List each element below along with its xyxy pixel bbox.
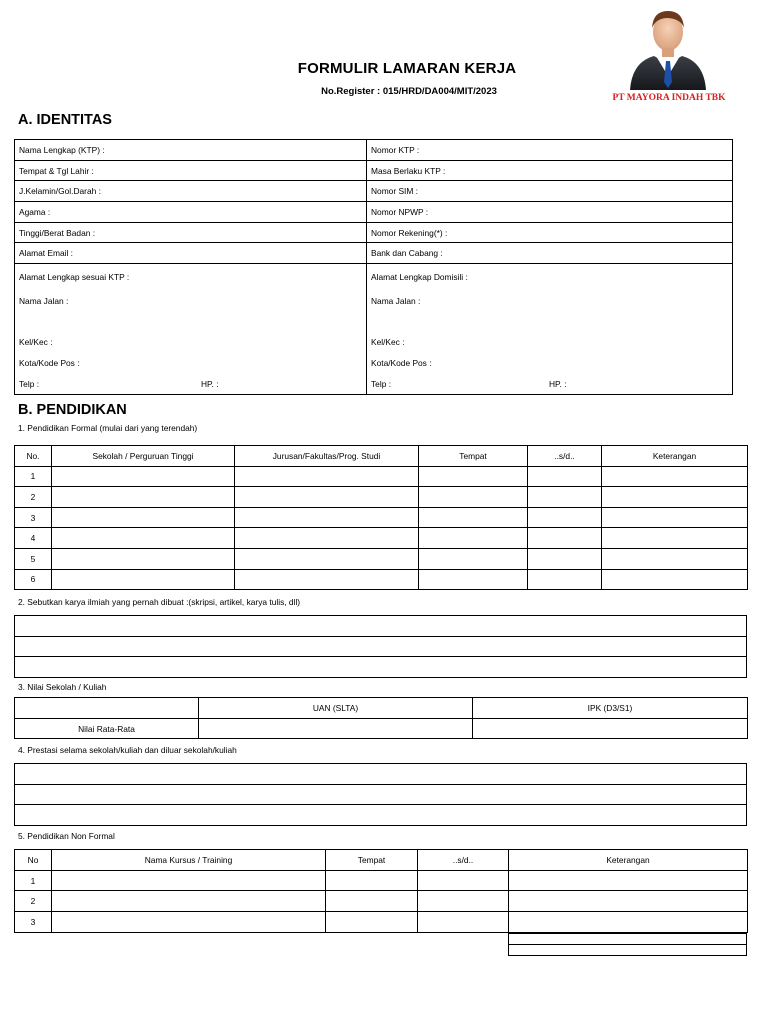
nomor-sim-field[interactable]: Nomor SIM :	[367, 181, 733, 202]
nonformal-education-table	[14, 849, 748, 933]
alamat-domisili-label: Alamat Lengkap Domisili :	[371, 272, 468, 283]
input-cell[interactable]	[52, 891, 326, 912]
input-cell[interactable]	[528, 487, 602, 508]
table-header-row	[15, 446, 748, 467]
karya-ilmiah-label: 2. Sebutkan karya ilmiah yang pernah dibuat :(skripsi, artikel, karya tulis, dll)	[18, 597, 301, 607]
nomor-npwp-field[interactable]: Nomor NPWP :	[367, 202, 733, 223]
input-cell[interactable]	[602, 528, 748, 549]
nilai-rata-rata-label: Nilai Rata-Rata	[15, 718, 199, 739]
input-line[interactable]	[15, 784, 747, 805]
input-cell[interactable]	[235, 548, 419, 569]
table-row	[15, 264, 733, 395]
input-cell[interactable]	[52, 528, 235, 549]
row-number: 3	[15, 912, 52, 933]
businessman-avatar-icon	[626, 4, 710, 90]
column-header: ..s/d..	[528, 446, 602, 467]
input-cell[interactable]	[235, 466, 419, 487]
input-cell[interactable]	[326, 891, 418, 912]
table-row	[15, 569, 748, 590]
kel-kec-label: Kel/Kec :	[371, 337, 405, 348]
nonformal-label: 5. Pendidikan Non Formal	[18, 831, 115, 841]
input-cell[interactable]	[602, 548, 748, 569]
table-row	[15, 636, 747, 657]
alamat-ktp-field[interactable]	[15, 264, 367, 395]
column-header: Nama Kursus / Training	[52, 850, 326, 871]
input-cell[interactable]	[509, 870, 748, 891]
table-row	[15, 912, 748, 933]
telp-label: Telp :	[371, 379, 392, 390]
table-row	[509, 934, 747, 945]
nilai-table	[14, 697, 748, 739]
table-row	[15, 784, 747, 805]
input-cell[interactable]	[52, 912, 326, 933]
input-line[interactable]	[15, 805, 747, 826]
row-number: 5	[15, 548, 52, 569]
input-cell[interactable]	[52, 466, 235, 487]
keterangan-extension-table	[508, 933, 747, 956]
agama-field[interactable]: Agama :	[15, 202, 367, 223]
input-line[interactable]	[15, 657, 747, 678]
input-cell[interactable]	[528, 466, 602, 487]
table-row	[15, 160, 733, 181]
input-line[interactable]	[15, 636, 747, 657]
input-cell[interactable]	[52, 548, 235, 569]
nomor-rekening-field[interactable]: Nomor Rekening(*) :	[367, 222, 733, 243]
row-number: 3	[15, 507, 52, 528]
input-cell[interactable]	[418, 891, 509, 912]
row-number: 4	[15, 528, 52, 549]
table-row	[15, 805, 747, 826]
table-header-row	[15, 850, 748, 871]
column-header	[15, 698, 199, 719]
table-row	[15, 181, 733, 202]
section-heading-identitas: A. IDENTITAS	[18, 112, 112, 128]
column-header: UAN (SLTA)	[199, 698, 473, 719]
column-header: Jurusan/Fakultas/Prog. Studi	[235, 446, 419, 467]
prestasi-label: 4. Prestasi selama sekolah/kuliah dan diluar sekolah/kuliah	[18, 745, 237, 755]
input-cell[interactable]	[528, 507, 602, 528]
tinggi-berat-field[interactable]: Tinggi/Berat Badan :	[15, 222, 367, 243]
telp-label: Telp :	[19, 379, 40, 390]
table-row	[15, 548, 748, 569]
kota-kode-pos-label: Kota/Kode Pos :	[19, 358, 80, 369]
column-header: No.	[15, 446, 52, 467]
input-cell[interactable]	[528, 548, 602, 569]
row-number: 2	[15, 891, 52, 912]
kota-kode-pos-label: Kota/Kode Pos :	[371, 358, 432, 369]
table-row	[15, 466, 748, 487]
uan-input[interactable]	[199, 718, 473, 739]
input-cell[interactable]	[528, 569, 602, 590]
table-row	[15, 222, 733, 243]
bank-cabang-field[interactable]: Bank dan Cabang :	[367, 243, 733, 264]
table-row	[15, 243, 733, 264]
table-row	[15, 657, 747, 678]
input-cell[interactable]	[235, 528, 419, 549]
table-row	[15, 507, 748, 528]
table-row	[15, 140, 733, 161]
ipk-input[interactable]	[473, 718, 748, 739]
input-cell[interactable]	[509, 891, 748, 912]
input-cell[interactable]	[602, 466, 748, 487]
masa-berlaku-ktp-field[interactable]: Masa Berlaku KTP :	[367, 160, 733, 181]
identitas-table	[14, 139, 733, 395]
column-header: IPK (D3/S1)	[473, 698, 748, 719]
input-cell[interactable]	[602, 569, 748, 590]
section-heading-pendidikan: B. PENDIDIKAN	[18, 402, 127, 418]
tempat-tgl-lahir-field[interactable]: Tempat & Tgl Lahir :	[15, 160, 367, 181]
input-cell[interactable]	[52, 487, 235, 508]
nama-jalan-label: Nama Jalan :	[371, 296, 421, 307]
input-cell[interactable]	[419, 466, 528, 487]
input-line[interactable]	[509, 945, 747, 956]
row-number: 1	[15, 466, 52, 487]
nama-lengkap-field[interactable]: Nama Lengkap (KTP) :	[15, 140, 367, 161]
column-header: Tempat	[419, 446, 528, 467]
hp-label: HP. :	[201, 379, 219, 390]
table-row	[509, 945, 747, 956]
input-cell[interactable]	[235, 569, 419, 590]
column-header: Tempat	[326, 850, 418, 871]
nama-jalan-label: Nama Jalan :	[19, 296, 69, 307]
column-header: Keterangan	[602, 446, 748, 467]
input-cell[interactable]	[52, 569, 235, 590]
column-header: Sekolah / Perguruan Tinggi	[52, 446, 235, 467]
input-cell[interactable]	[52, 870, 326, 891]
input-cell[interactable]	[326, 870, 418, 891]
column-header: ..s/d..	[418, 850, 509, 871]
register-number: No.Register : 015/HRD/DA004/MIT/2023	[321, 86, 497, 97]
input-cell[interactable]	[419, 569, 528, 590]
nomor-ktp-field[interactable]: Nomor KTP :	[367, 140, 733, 161]
form-title: FORMULIR LAMARAN KERJA	[297, 60, 517, 77]
alamat-email-field[interactable]: Alamat Email :	[15, 243, 367, 264]
input-cell[interactable]	[419, 548, 528, 569]
input-cell[interactable]	[602, 507, 748, 528]
row-number: 2	[15, 487, 52, 508]
input-cell[interactable]	[326, 912, 418, 933]
table-row	[15, 202, 733, 223]
input-cell[interactable]	[528, 528, 602, 549]
input-line[interactable]	[15, 764, 747, 785]
alamat-ktp-label: Alamat Lengkap sesuai KTP :	[19, 272, 130, 283]
row-number: 6	[15, 569, 52, 590]
kel-kec-label: Kel/Kec :	[19, 337, 53, 348]
alamat-domisili-field[interactable]	[367, 264, 733, 395]
table-row	[15, 616, 747, 637]
nilai-label: 3. Nilai Sekolah / Kuliah	[18, 682, 107, 692]
formal-label: 1. Pendidikan Formal (mulai dari yang terendah)	[18, 423, 198, 433]
table-row	[15, 718, 748, 739]
input-cell[interactable]	[419, 487, 528, 508]
input-cell[interactable]	[419, 528, 528, 549]
input-line[interactable]	[15, 616, 747, 637]
input-cell[interactable]	[418, 912, 509, 933]
column-header: Keterangan	[509, 850, 748, 871]
column-header: No	[15, 850, 52, 871]
company-name: PT MAYORA INDAH TBK	[612, 93, 726, 103]
input-cell[interactable]	[602, 487, 748, 508]
table-row	[15, 870, 748, 891]
input-cell[interactable]	[419, 507, 528, 528]
row-number: 1	[15, 870, 52, 891]
karya-ilmiah-table	[14, 615, 747, 678]
table-row	[15, 764, 747, 785]
table-header-row	[15, 698, 748, 719]
input-cell[interactable]	[235, 507, 419, 528]
jenis-kelamin-field[interactable]: J.Kelamin/Gol.Darah :	[15, 181, 367, 202]
hp-label: HP. :	[549, 379, 567, 390]
formal-education-table	[14, 445, 748, 590]
input-cell[interactable]	[235, 487, 419, 508]
table-row	[15, 528, 748, 549]
input-cell[interactable]	[418, 870, 509, 891]
prestasi-table	[14, 763, 747, 826]
input-cell[interactable]	[509, 912, 748, 933]
table-row	[15, 487, 748, 508]
input-line[interactable]	[509, 934, 747, 945]
input-cell[interactable]	[52, 507, 235, 528]
table-row	[15, 891, 748, 912]
